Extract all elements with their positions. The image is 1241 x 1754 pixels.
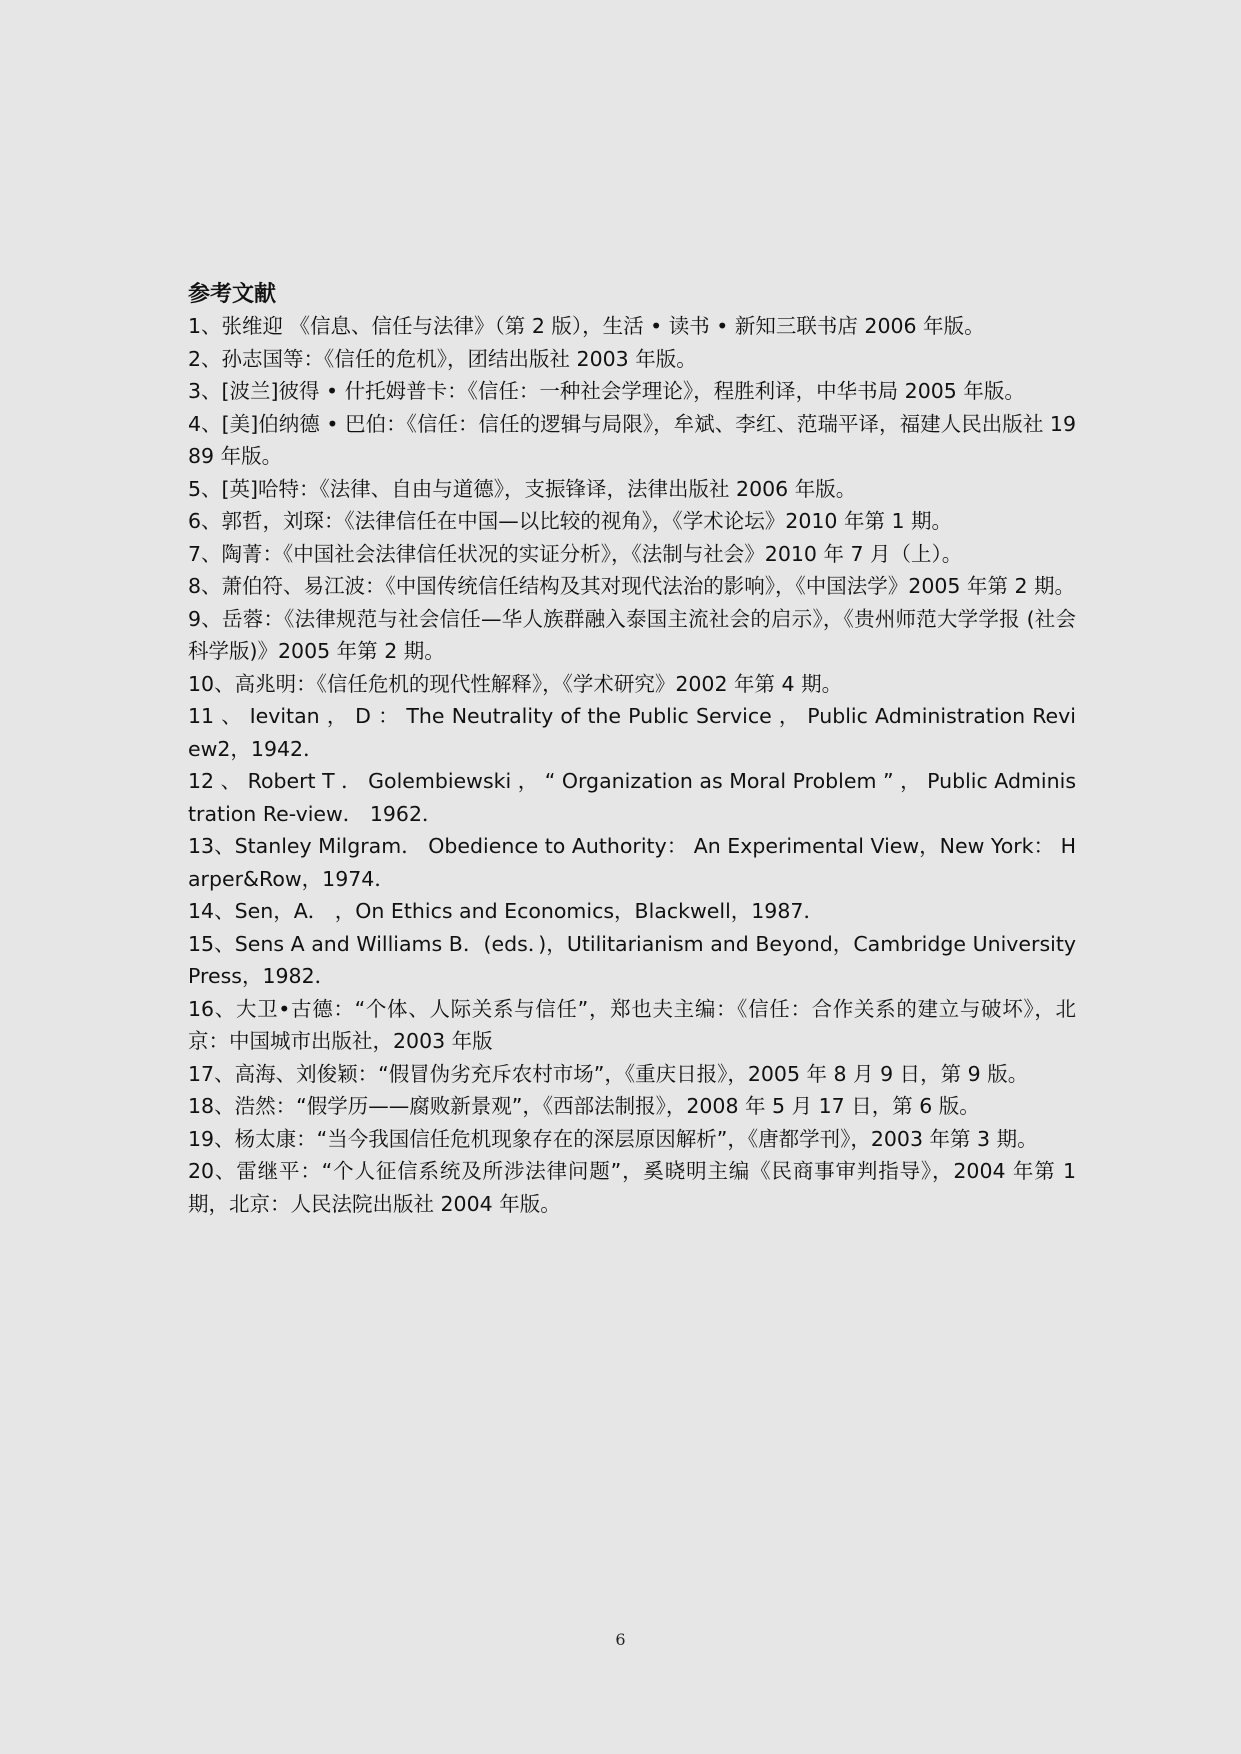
reference-item: 20、雷继平：“个人征信系统及所涉法律问题”，奚晓明主编《民商事审判指导》，2004 年第 1 期，北京：人民法院出版社 2004 年版。 <box>188 1159 1076 1216</box>
reference-item: 15、Sens A and Williams B．(eds．)，Utilitarianism and Beyond，Cambridge University Press，1982． <box>188 931 1076 988</box>
reference-item: 16、大卫•古德：“个体、人际关系与信任”，郑也夫主编：《信任：合作关系的建立与破坏》，北京：中国城市出版社，2003 年版 <box>188 996 1076 1053</box>
page-number: 6 <box>615 1630 626 1649</box>
reference-item: 3、[波兰]彼得 • 什托姆普卡：《信任：一种社会学理论》，程胜利译，中华书局 2005 年版。 <box>188 379 1025 403</box>
reference-item: 9、岳蓉：《法律规范与社会信任—华人族群融入泰国主流社会的启示》，《贵州师范大学学报 (社会科学版)》2005 年第 2 期。 <box>188 606 1076 663</box>
reference-item: 6、郭哲，刘琛：《法律信任在中国—以比较的视角》，《学术论坛》2010 年第 1 期。 <box>188 509 953 533</box>
references-list <box>188 310 1076 1220</box>
reference-item: 18、浩然：“假学历——腐败新景观”，《西部法制报》，2008 年 5 月 17 日，第 6 版。 <box>188 1094 980 1118</box>
reference-item: 8、萧伯符、易江波：《中国传统信任结构及其对现代法治的影响》，《中国法学》2005 年第 2 期。 <box>188 574 1076 598</box>
reference-item: 7、陶菁：《中国社会法律信任状况的实证分析》，《法制与社会》2010 年 7 月（上）。 <box>188 541 963 566</box>
reference-item: 13、Stanley Milgram． Obedience to Authority： An Experimental View，New York： Harper&Row，1974． <box>188 834 1076 891</box>
reference-item: 4、[美]伯纳德 • 巴伯：《信任：信任的逻辑与局限》，牟斌、李红、范瑞平译，福建人民出版社 1989 年版。 <box>188 411 1076 468</box>
references-heading: 参考文献 <box>188 282 277 307</box>
reference-item: 5、[英]哈特：《法律、自由与道德》，支振锋译，法律出版社 2006 年版。 <box>188 476 857 501</box>
reference-item: 11 、 Ievitan ， D ： The Neutrality of the Public Service ， Public Administration Review2，1942． <box>188 704 1076 761</box>
reference-item: 14、Sen，A． ，On Ethics and Economics，Blackwell，1987． <box>188 899 824 923</box>
reference-item: 17、高海、刘俊颖：“假冒伪劣充斥农村市场”，《重庆日报》，2005 年 8 月 9 日，第 9 版。 <box>188 1061 1029 1086</box>
reference-item: 2、孙志国等：《信任的危机》，团结出版社 2003 年版。 <box>188 346 697 371</box>
references-section <box>188 278 1076 1220</box>
reference-item: 1、张维迎 《信息、信任与法律》（第 2 版），生活 • 读书 • 新知三联书店 2006 年版。 <box>188 314 985 338</box>
reference-item: 19、杨太康：“当今我国信任危机现象存在的深层原因解析”，《唐都学刊》，2003 年第 3 期。 <box>188 1126 1038 1151</box>
reference-item: 10、高兆明：《信任危机的现代性解释》，《学术研究》2002 年第 4 期。 <box>188 671 843 696</box>
reference-item: 12 、 Robert T ． Golembiewski ， “ Organization as Moral Problem ” ， Public Administration Re-view． 1962． <box>188 769 1076 826</box>
